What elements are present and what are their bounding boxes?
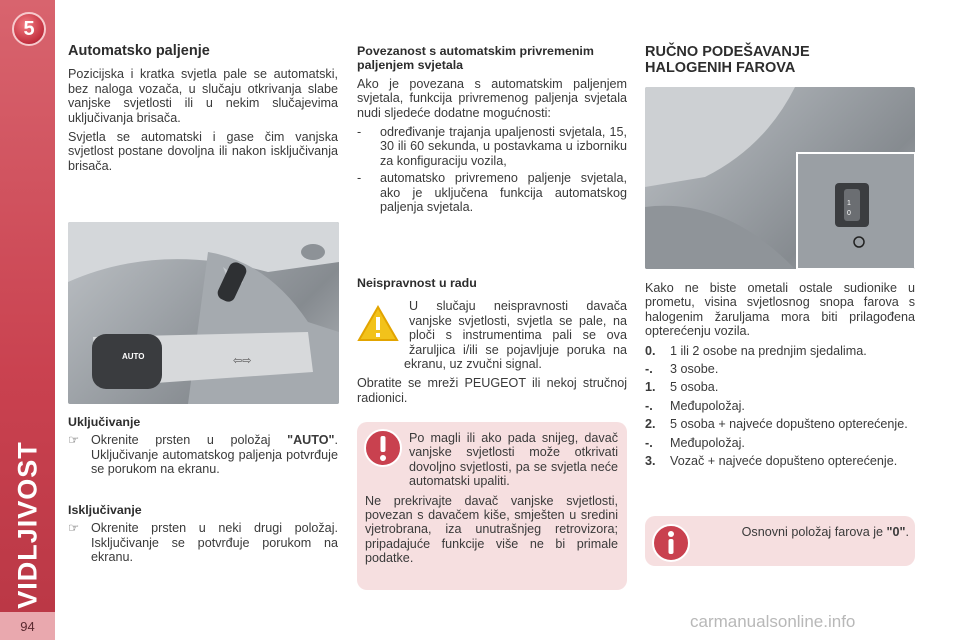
headlamp-adjust-text <box>645 281 915 472</box>
paragraph: Ako je povezana s automatskim paljenjem svjetala, funkcija privremenog paljenja svjetala nudi sljedeće dodatne mogućnosti: <box>357 76 627 120</box>
paragraph: Obratite se mreži PEUGEOT ili nekoj stručnoj radionici. <box>357 376 627 405</box>
auto-lighting-section <box>68 44 338 178</box>
chapter-title: VIDLJIVOST <box>12 441 43 609</box>
section-title: Neispravnost u radu <box>357 276 477 290</box>
section-title: RUČNO PODEŠAVANJE HALOGENIH FAROVA <box>645 44 810 76</box>
watermark: carmanualsonline.info <box>690 612 856 631</box>
page-number: 94 <box>0 612 55 640</box>
subsection-title: Uključivanje <box>68 415 141 429</box>
headlamp-adjust-section <box>645 44 915 76</box>
paragraph: Po magli ili ako pada snijeg, davač vanjske svjetlosti može otkrivati dovoljno svjetlosti, pa se svjetla neće automatski upaliti. <box>409 431 618 489</box>
association-section <box>357 44 627 217</box>
paragraph: Ne prekrivajte davač vanjske svjetlosti, povezan s davačem kiše, smješten u sredini vjetrobrana, iza unutrašnjeg retrovizora; pripadajuće funkcije više ne bi primale podatke. <box>365 493 618 566</box>
headlamp-dial-photo <box>645 87 915 269</box>
list-item: 2. 5 osoba + najveće dopušteno opterećenje. <box>645 417 908 432</box>
list-item: -. Međupoložaj. <box>645 435 745 450</box>
paragraph: Svjetla se automatski i gase čim vanjska svjetlost postane dovoljna ili nakon isključivanja brisača. <box>68 130 338 173</box>
auto-label: AUTO <box>122 352 145 361</box>
dial-label: 0 <box>847 210 851 217</box>
subsection-title: Isključivanje <box>68 503 142 517</box>
list-item: - određivanje trajanja upaljenosti svjetala, 15, 30 ili 60 sekunda, u postavkama u izborniku za konfiguraciju vozila, <box>357 125 627 168</box>
chapter-badge: 5 <box>12 12 46 46</box>
switch-off-section <box>68 503 338 568</box>
fault-section <box>357 276 627 410</box>
warning-triangle-icon <box>357 305 399 343</box>
chapter-sidebar <box>0 0 55 640</box>
info-panel: Osnovni položaj farova je "0". <box>645 516 915 566</box>
light-stalk-illustration <box>68 222 339 404</box>
info-icon <box>651 523 691 563</box>
section-title: Automatsko paljenje <box>68 43 210 59</box>
warning-panel <box>357 422 627 590</box>
list-item: - automatsko privremeno paljenje svjetala, ako je uključena funkcija automatskog paljenja svjetala. <box>357 171 627 215</box>
list-item: ☞ Okrenite prsten u neki drugi položaj. Isključivanje se potvrđuje porukom na ekranu. <box>68 521 338 565</box>
paragraph: Kako ne biste ometali ostale sudionike u prometu, visina svjetlosnog snopa farova s halogenim žaruljama mora biti prilagođena opterećenju vozila. <box>645 281 915 339</box>
paragraph: U slučaju neispravnosti davača vanjske svjetlosti, svjetla se pale, na ploči s instrumentima pali se ova žaruljica i/ili se pojavljuje poruka na ekranu, uz zvučni signal. <box>404 299 627 372</box>
list-item: -. Međupoložaj. <box>645 398 745 413</box>
finger-icon: ☞ <box>68 521 80 536</box>
list-item: -. 3 osobe. <box>645 362 719 377</box>
list-item: 0. 1 ili 2 osobe na prednjim sjedalima. <box>645 343 867 358</box>
list-item: 1. 5 osoba. <box>645 380 719 395</box>
section-title: Povezanost s automatskim privremenim paljenjem svjetala <box>357 44 594 73</box>
indicator-label: ⇦⇨ <box>233 355 252 367</box>
list-item: ☞ Okrenite prsten u položaj "AUTO". Uključivanje automatskog paljenja potvrđuje se porukom na ekranu. <box>68 433 338 477</box>
dial-label: 1 <box>847 200 851 207</box>
list-item: 3. Vozač + najveće dopušteno opterećenje. <box>645 454 898 469</box>
light-stalk-photo <box>68 222 339 404</box>
position-list <box>645 344 915 469</box>
switch-on-section <box>68 415 338 480</box>
finger-icon: ☞ <box>68 433 80 448</box>
paragraph: Pozicijska i kratka svjetla pale se automatski, bez naloga vozača, u slučaju otkrivanja slabe vanjske svjetlosti ili u nekim slučajevima uključivanja brisača. <box>68 67 338 125</box>
